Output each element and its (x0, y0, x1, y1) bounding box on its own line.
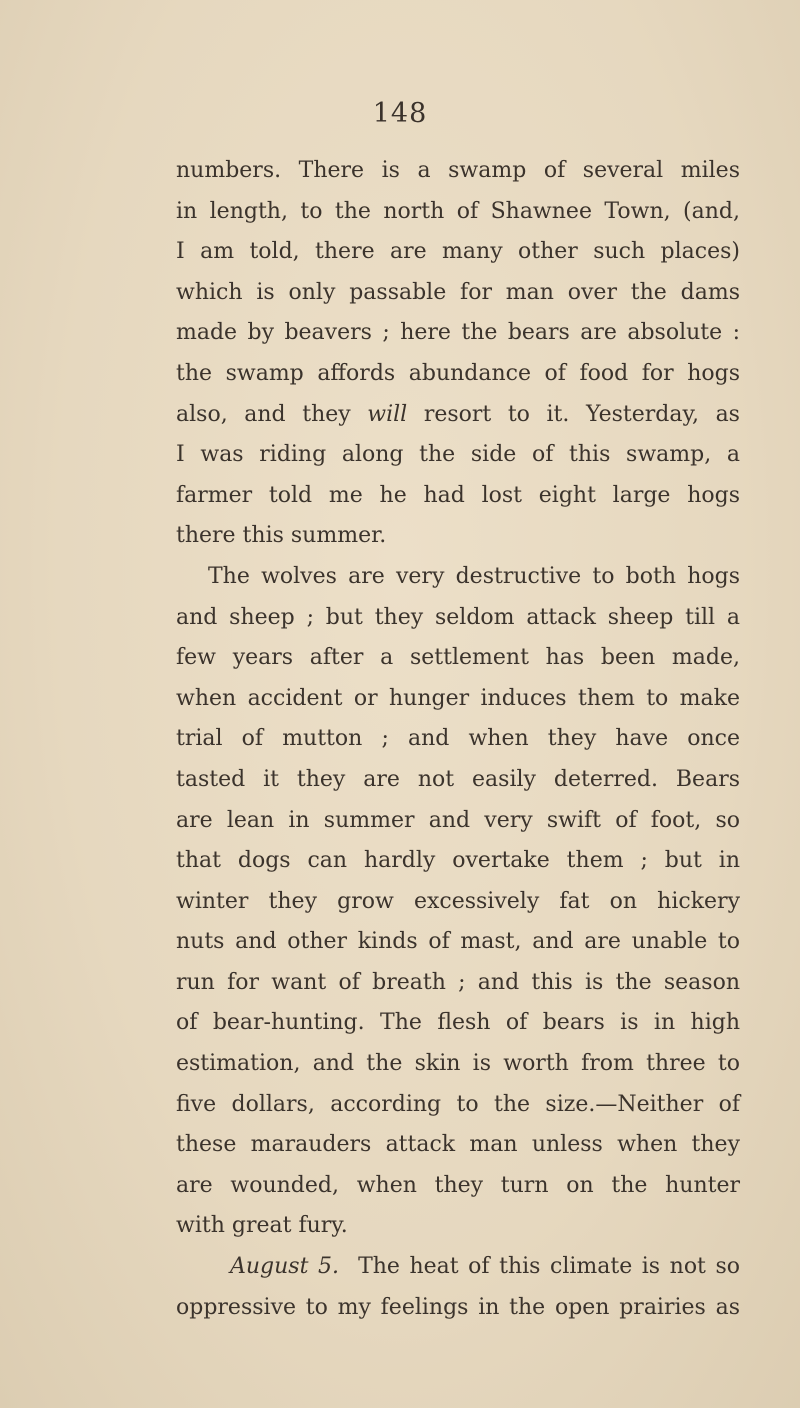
text-line: few years after a settlement has been made, (176, 645, 740, 671)
text-line: also, and they will resort to it. Yesterday, as (176, 401, 740, 427)
text-line: numbers. There is a swamp of several miles (176, 158, 740, 183)
text-line: made by beavers ; here the bears are absolute : (176, 320, 740, 346)
text-line: in length, to the north of Shawnee Town, (and, (176, 198, 740, 224)
text-line: oppressive to my feelings in the open prairies as (176, 1294, 740, 1320)
page-number: 148 (372, 98, 428, 129)
text-line: that dogs can hardly overtake them ; but in (176, 848, 740, 874)
emphasis: will (367, 401, 408, 427)
text-line: of bear-hunting. The flesh of bears is in high (176, 1010, 740, 1036)
text-line: are lean in summer and very swift of foot, so (176, 807, 740, 833)
text-line: and sheep ; but they seldom attack sheep till a (176, 604, 740, 630)
text-line: farmer told me he had lost eight large hogs (176, 482, 740, 508)
text-line: estimation, and the skin is worth from three to (176, 1051, 740, 1077)
body-text (176, 151, 740, 1328)
text-line: when accident or hunger induces them to make (176, 685, 740, 711)
text-line: I was riding along the side of this swamp, a (176, 442, 740, 468)
text-line: winter they grow excessively fat on hickery (176, 888, 740, 914)
text-span: The heat of this climate is not so (358, 1254, 740, 1280)
text-line: I am told, there are many other such places) (176, 239, 740, 265)
paragraph-1 (176, 151, 740, 557)
text-line: the swamp affords abundance of food for hogs (176, 360, 740, 386)
text-line: these marauders attack man unless when they (176, 1132, 740, 1158)
text-line: run for want of breath ; and this is the season (176, 969, 740, 995)
text-line: The wolves are very destructive to both hogs (208, 563, 740, 589)
paragraph-3 (176, 1247, 740, 1328)
text-line: trial of mutton ; and when they have once (176, 726, 740, 752)
text-line: with great fury. (176, 1213, 348, 1239)
text-line: there this summer. (176, 523, 387, 549)
text-line: nuts and other kinds of mast, and are unable to (176, 929, 740, 955)
text-line: tasted it they are not easily deterred. Bears (176, 766, 740, 792)
text-line: which is only passable for man over the dams (176, 279, 740, 305)
paragraph-2 (176, 557, 740, 1247)
text-line: are wounded, when they turn on the hunter (176, 1172, 740, 1198)
date-label: August 5. (230, 1254, 339, 1280)
text-line (176, 1247, 740, 1288)
text-line: five dollars, according to the size.—Neither of (176, 1091, 740, 1117)
